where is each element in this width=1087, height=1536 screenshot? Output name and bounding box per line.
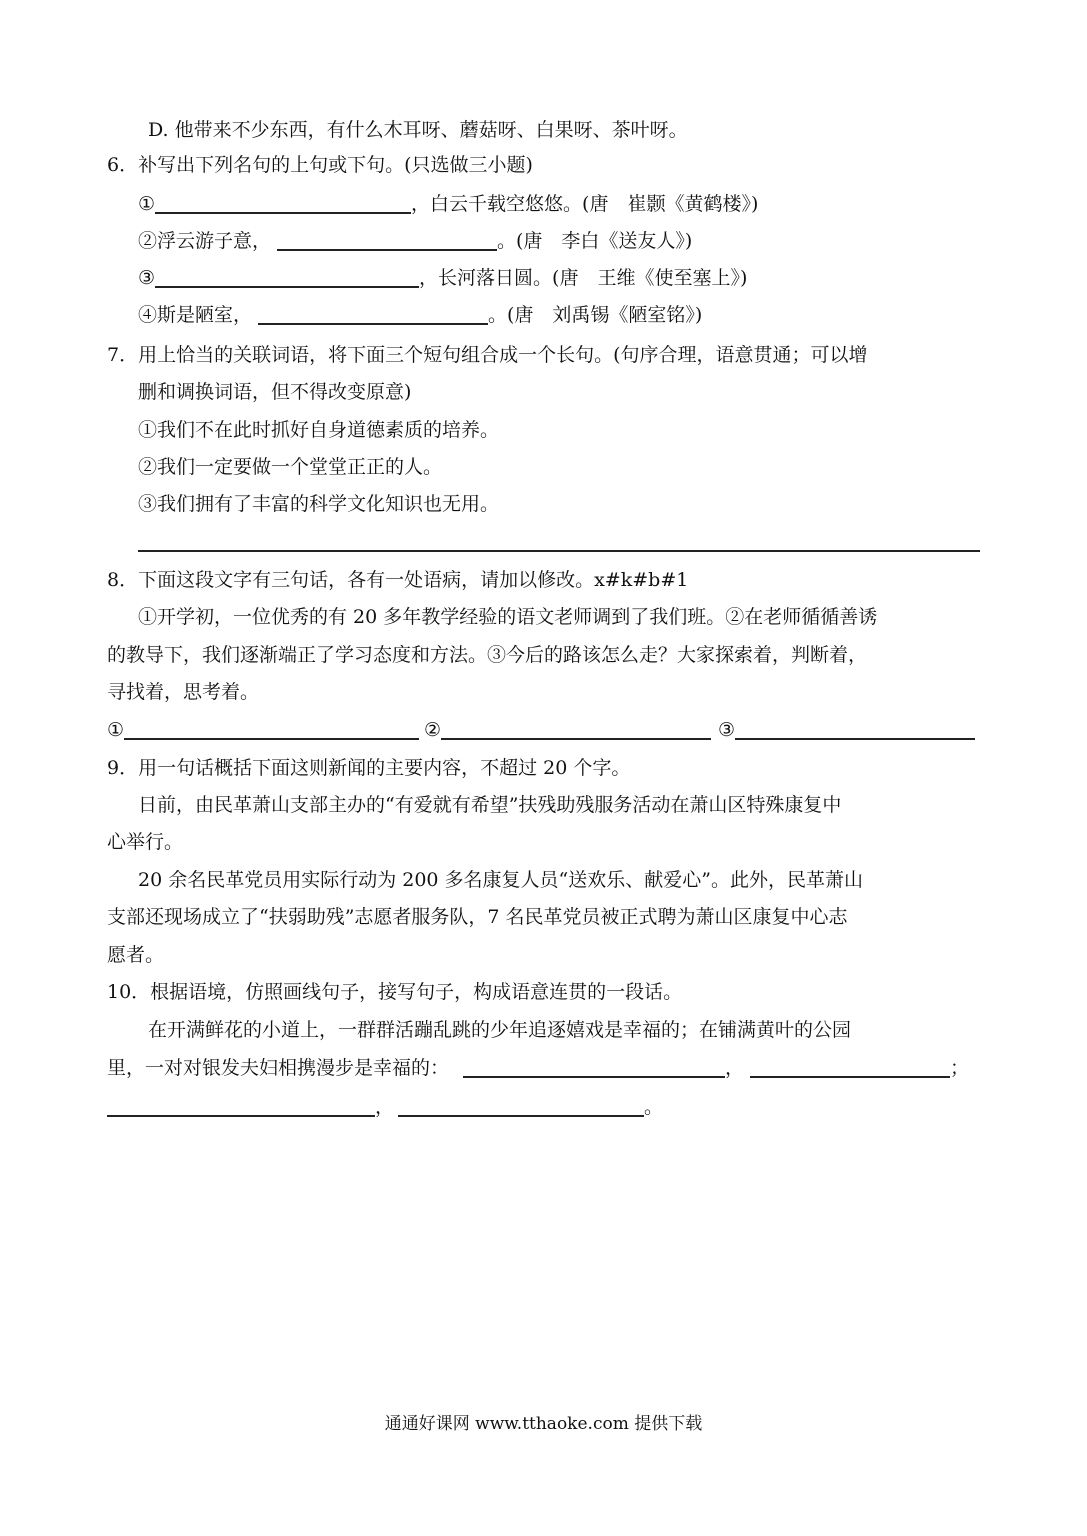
- q9-news-p2-line3: 愿者。: [107, 944, 165, 966]
- q6-blank-4[interactable]: [258, 303, 488, 325]
- q10-period: 。: [644, 1096, 664, 1118]
- q8-answer-2-label: ②: [424, 719, 442, 741]
- question-8-title: 8．下面这段文字有三句话，各有一处语病，请加以修改。x#k#b#1: [107, 569, 689, 591]
- q10-passage-line2-text: 里，一对对银发夫妇相携漫步是幸福的：: [107, 1057, 450, 1079]
- q8-blank-1[interactable]: [124, 718, 419, 740]
- q9-news-p1-line2: 心举行。: [107, 831, 184, 853]
- q8-blank-2[interactable]: [441, 718, 711, 740]
- q8-blank-3[interactable]: [735, 718, 975, 740]
- question-10-title: 10．根据语境，仿照画线句子，接写句子，构成语意连贯的一段话。: [107, 981, 683, 1003]
- q7-item-3: ③我们拥有了丰富的科学文化知识也无用。: [138, 493, 500, 515]
- q9-news-p2-line2: 支部还现场成立了“扶弱助残”志愿者服务队，7 名民革党员被正式聘为萧山区康复中心志: [107, 906, 848, 928]
- q7-item-1: ①我们不在此时抓好自身道德素质的培养。: [138, 419, 500, 441]
- q10-semicolon: ；: [950, 1057, 970, 1079]
- q6-item-3-num: ③: [138, 267, 156, 289]
- q10-passage-line2: [107, 1056, 969, 1080]
- q10-comma-1: ，: [725, 1057, 745, 1079]
- q10-passage-line1: 在开满鲜花的小道上，一群群活蹦乱跳的少年追逐嬉戏是幸福的；在铺满黄叶的公园: [148, 1019, 852, 1041]
- q8-paragraph-line3: 寻找着，思考着。: [107, 681, 260, 703]
- page-footer: 通通好课网 www.tthaoke.com 提供下载: [384, 1414, 703, 1434]
- q6-item-1: [138, 192, 758, 216]
- option-d: D. 他带来不少东西，有什么木耳呀、蘑菇呀、白果呀、茶叶呀。: [148, 119, 688, 141]
- q6-item-1-text: ，白云千载空悠悠。(唐 崔颢《黄鹤楼》): [411, 193, 759, 215]
- question-6-title: 6．补写出下列名句的上句或下句。(只选做三小题): [107, 154, 533, 176]
- q8-answer-2: [424, 718, 711, 742]
- q8-answer-1: [107, 718, 419, 742]
- q10-passage-line3: [107, 1095, 663, 1119]
- q8-paragraph-line2: 的教导下，我们逐渐端正了学习态度和方法。③今后的路该怎么走？大家探索着，判断着，: [107, 644, 868, 666]
- question-7-title-line1: 7．用上恰当的关联词语，将下面三个短句组合成一个长句。(句序合理，语意贯通；可以增: [107, 344, 868, 366]
- q10-blank-2[interactable]: [750, 1056, 950, 1078]
- q6-item-2-num: ②浮云游子意，: [138, 230, 272, 252]
- q10-comma-2: ，: [375, 1096, 395, 1118]
- q6-item-1-num: ①: [138, 193, 156, 215]
- q6-blank-2[interactable]: [277, 229, 497, 251]
- q6-item-3-text: ，长河落日圆。(唐 王维《使至塞上》): [419, 267, 748, 289]
- q8-paragraph-line1: ①开学初，一位优秀的有 20 多年教学经验的语文老师调到了我们班。②在老师循循善诱: [138, 606, 878, 628]
- q9-news-p2-line1: 20 余名民革党员用实际行动为 200 多名康复人员“送欢乐、献爱心”。此外，民革萧山: [138, 869, 863, 891]
- q10-blank-3[interactable]: [107, 1095, 375, 1117]
- question-7-title-line2: 删和调换词语，但不得改变原意): [138, 381, 412, 403]
- q10-blank-1[interactable]: [463, 1056, 725, 1078]
- q6-item-2: [138, 229, 692, 253]
- q8-answer-3: [718, 718, 975, 742]
- q7-answer-line[interactable]: [138, 550, 980, 552]
- q10-blank-4[interactable]: [398, 1095, 644, 1117]
- q6-item-4-text: 。(唐 刘禹锡《陋室铭》): [488, 304, 703, 326]
- q6-blank-3[interactable]: [155, 266, 419, 288]
- q6-item-4: [138, 303, 702, 327]
- q6-item-3: [138, 266, 747, 290]
- q6-blank-1[interactable]: [155, 192, 411, 214]
- q8-answer-3-label: ③: [718, 719, 736, 741]
- q6-item-4-num: ④斯是陋室，: [138, 304, 253, 326]
- q8-answer-1-label: ①: [107, 719, 125, 741]
- q9-news-p1-line1: 日前，由民革萧山支部主办的“有爱就有希望”扶残助残服务活动在萧山区特殊康复中: [138, 794, 842, 816]
- q6-item-2-text: 。(唐 李白《送友人》): [497, 230, 693, 252]
- q7-item-2: ②我们一定要做一个堂堂正正的人。: [138, 456, 443, 478]
- question-9-title: 9．用一句话概括下面这则新闻的主要内容，不超过 20 个字。: [107, 757, 631, 779]
